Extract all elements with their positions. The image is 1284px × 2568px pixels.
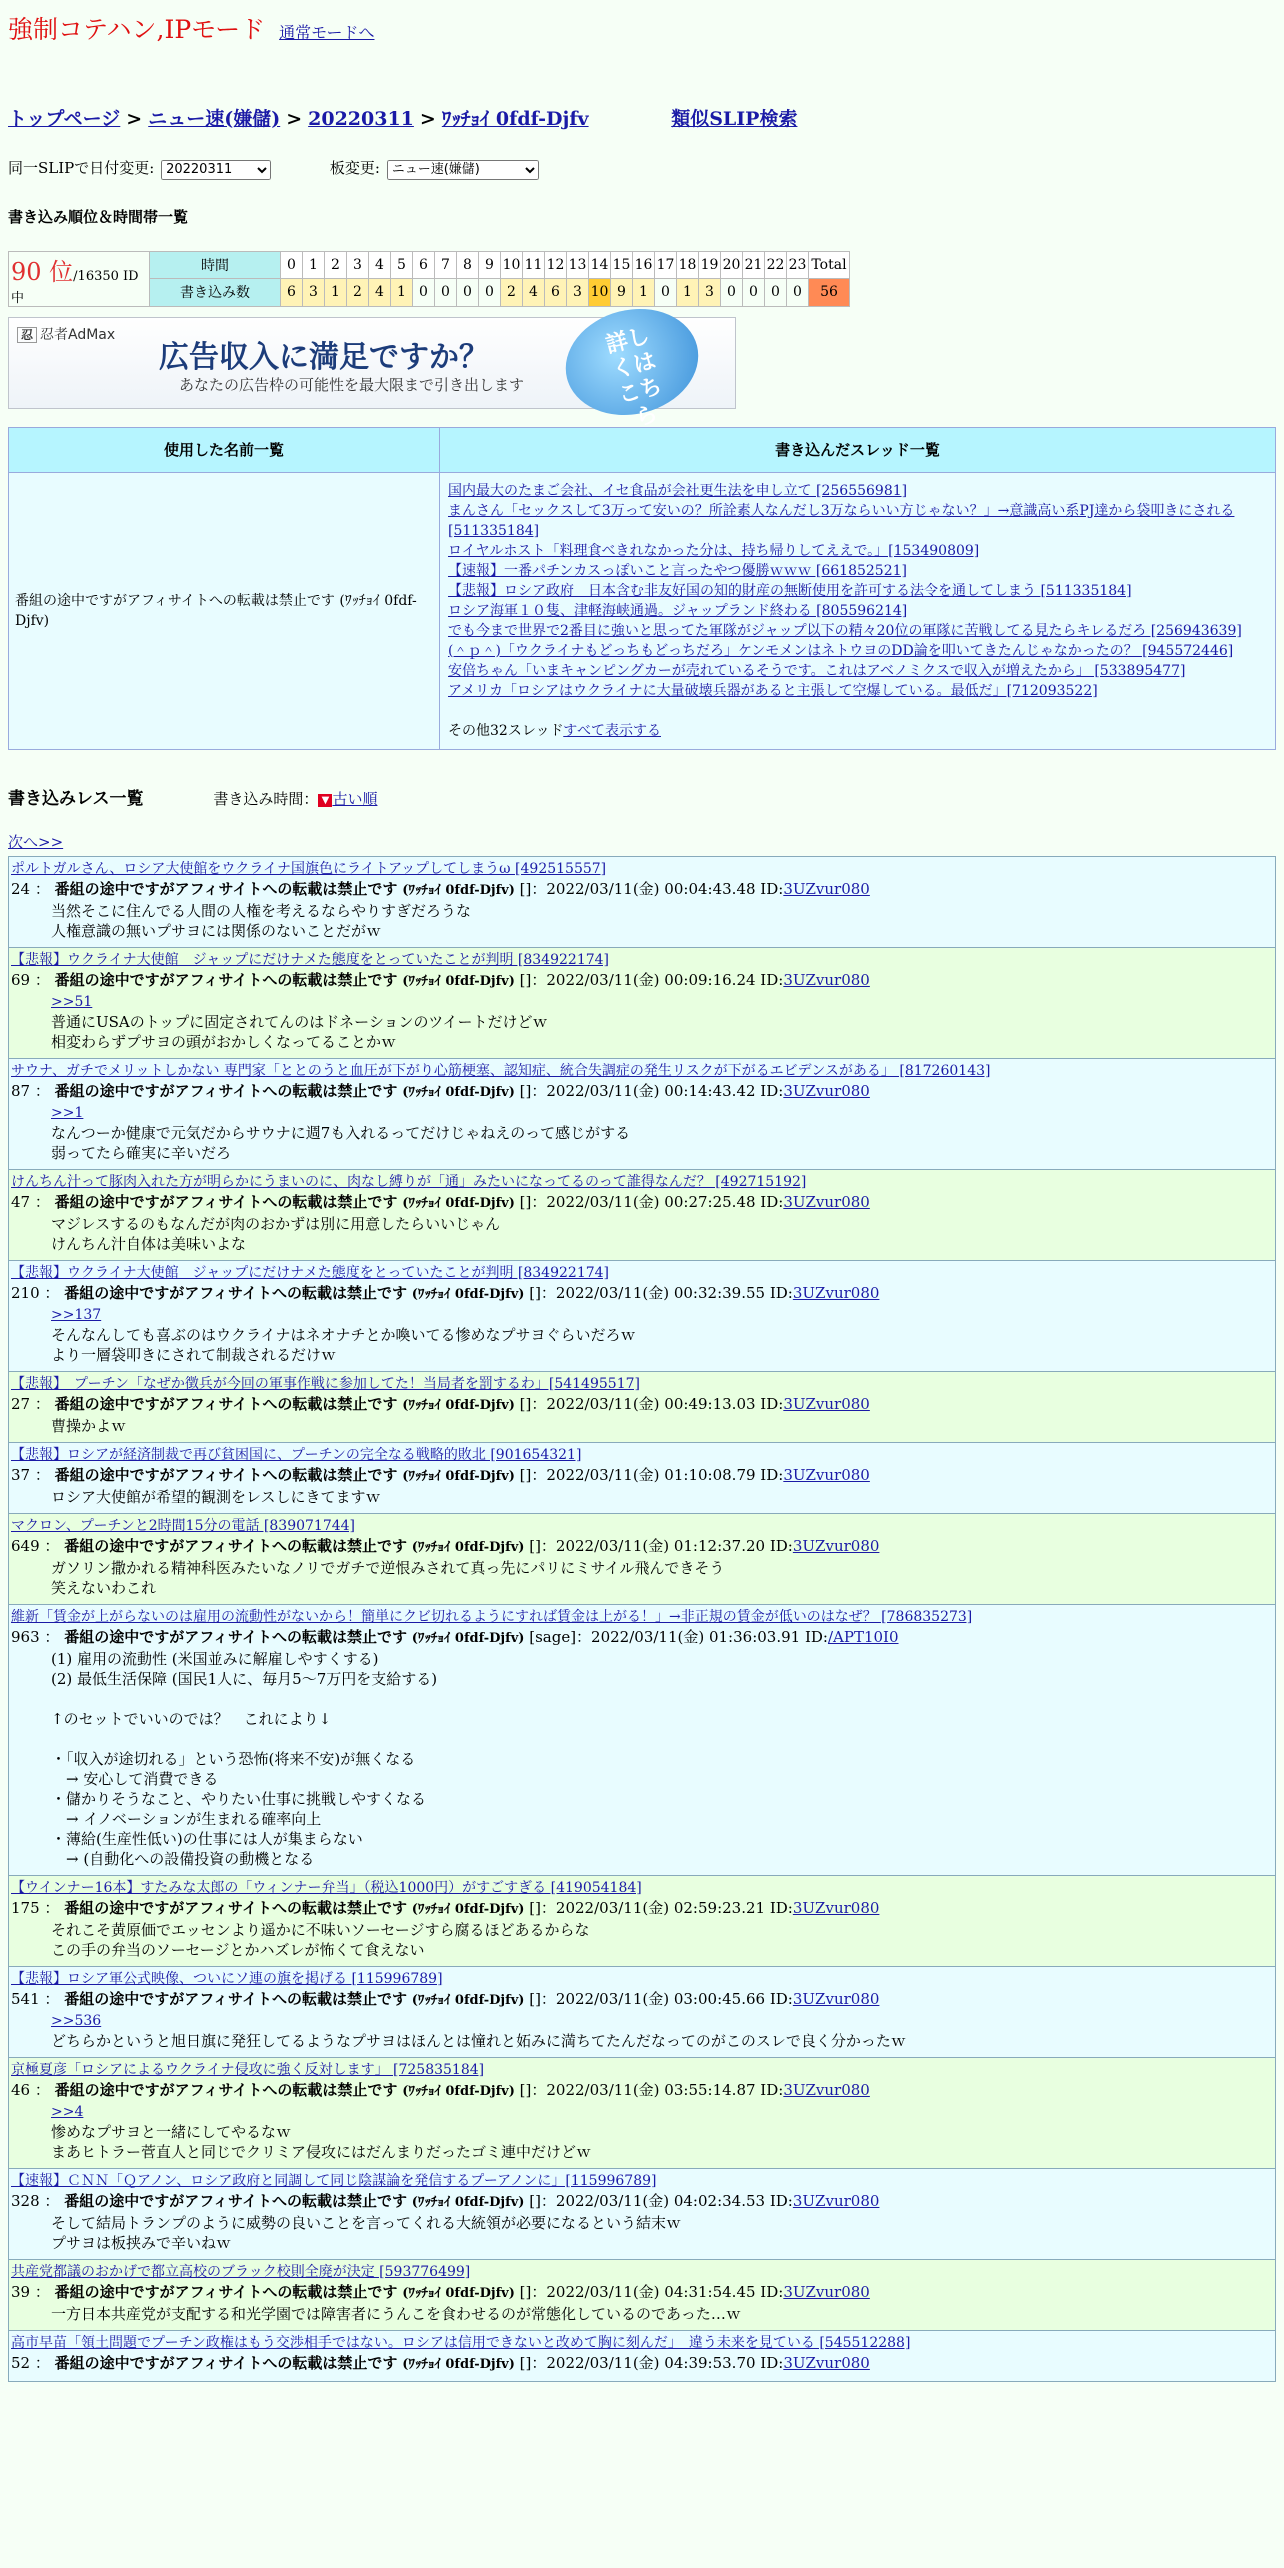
post-body: 一方日本共産党が支配する和光学園では障害者にうんこを食わせるのが常態化しているのであった…ｗ — [51, 2304, 741, 2323]
post-id-link[interactable]: 3UZvur080 — [792, 1536, 880, 1555]
hour-header-cell: 7 — [435, 251, 457, 279]
post-header: 37 ： 番組の途中ですがアフィサイトへの転載は禁止です (ﾜｯﾁｮｲ 0fdf-Djfv) []：2022/03/11(金) 01:10:08.79 ID:3UZvur080 — [11, 1465, 870, 1484]
post-meta: []：2022/03/11(金) 00:04:43.48 ID: — [519, 879, 784, 898]
thread-links — [448, 481, 1269, 701]
names-threads-table — [8, 427, 1276, 750]
breadcrumb-sep: > — [419, 108, 436, 130]
post-item — [8, 1604, 1276, 1875]
hour-header-cell: 9 — [479, 251, 501, 279]
post-meta: []：2022/03/11(金) 00:49:13.03 ID: — [519, 1394, 784, 1413]
post-id-link[interactable]: 3UZvur080 — [783, 2353, 870, 2372]
post-body: 惨めなプサヨと一緒にしてやるなｗ まあヒトラー菅直人と同じでクリミア侵攻にはだんまりだったゴミ連中だけどｗ — [51, 2122, 592, 2161]
post-number: 87 — [11, 1081, 31, 1100]
sort-order — [213, 790, 377, 808]
hour-count-cell: 0 — [435, 279, 457, 307]
post-thread-link[interactable]: 【ウインナー16本】すたみな太郎の「ウィンナー弁当」（税込1000円）がすごすぎる [419054184] — [11, 1879, 642, 1896]
select-row — [8, 157, 1276, 180]
post-trip: (ﾜｯﾁｮｲ 0fdf-Djfv) — [411, 1286, 525, 1302]
hour-count-cell: 0 — [479, 279, 501, 307]
hour-count-cell: 0 — [721, 279, 743, 307]
hour-header-cell: 0 — [281, 251, 303, 279]
thread-link[interactable]: 【悲報】ロシア政府 日本含む非友好国の知的財産の無断使用を許可する法令を通してしまう [511335184] — [448, 582, 1132, 599]
post-number: 649 — [11, 1536, 40, 1555]
post-trip: (ﾜｯﾁｮｲ 0fdf-Djfv) — [411, 2194, 525, 2210]
board-change-label: 板変更: — [329, 159, 380, 177]
hour-count-cell: 0 — [655, 279, 677, 307]
post-thread-link[interactable]: 【速報】ＣＮＮ「Ｑアノン、ロシア政府と同調して同じ陰謀論を発信するプーアノンに」[115996789] — [11, 2172, 657, 2189]
rank-cell — [9, 251, 150, 306]
hour-header-cell: 17 — [655, 251, 677, 279]
hour-header-cell: 20 — [721, 251, 743, 279]
hour-header-cell: 13 — [567, 251, 589, 279]
admax-logo-text: 忍者AdMax — [40, 326, 116, 343]
breadcrumb-board[interactable]: ニュー速(嫌儲) — [148, 108, 281, 130]
hour-count-cell: 1 — [325, 279, 347, 307]
post-number: 52 — [11, 2353, 31, 2372]
similar-slip-link[interactable]: 類似SLIP検索 — [671, 108, 798, 130]
date-change-label: 同一SLIPで日付変更: — [8, 159, 155, 177]
post-author-name: 番組の途中ですがアフィサイトへの転載は禁止です — [64, 1283, 407, 1302]
post-item — [8, 1513, 1276, 1604]
post-item — [8, 1371, 1276, 1442]
hour-header-cell: 15 — [611, 251, 633, 279]
post-body: 当然そこに住んでる人間の人権を考えるならやりすぎだろうな 人権意識の無いプサヨには関係のないことだがｗ — [51, 901, 472, 940]
post-item — [8, 1058, 1276, 1169]
sort-down-icon: ▼ — [318, 794, 332, 807]
post-author-name: 番組の途中ですがアフィサイトへの転載は禁止です — [54, 2282, 398, 2301]
ad-headline: 広告収入に満足ですか？ — [159, 339, 489, 375]
post-reply-anchor[interactable]: >>137 — [51, 1306, 102, 1323]
ad-detail-badge — [554, 295, 709, 431]
post-number: 37 — [11, 1465, 31, 1484]
post-reply-anchor[interactable]: >>4 — [51, 2103, 84, 2120]
mode-banner — [8, 10, 1276, 46]
ranking-title: 書き込み順位＆時間帯一覧 — [8, 207, 189, 226]
hour-count-cell: 2 — [347, 279, 369, 307]
post-body: そんなんしても喜ぶのはウクライナはネオナチとか喚いてる惨めなプサヨぐらいだろｗ より一層袋叩きにされて制裁されるだけｗ — [51, 1325, 636, 1364]
hour-count-cell: 1 — [677, 279, 699, 307]
post-reply-anchor[interactable]: >>1 — [51, 1104, 84, 1121]
post-body: 曹操かよｗ — [51, 1416, 127, 1435]
breadcrumb-id[interactable]: ﾜｯﾁｮｲ 0fdf-Djfv — [441, 108, 589, 130]
post-id-link[interactable]: 3UZvur080 — [783, 1081, 870, 1100]
post-number: 47 — [11, 1192, 31, 1211]
post-item — [8, 2057, 1276, 2168]
board-select[interactable] — [387, 160, 539, 180]
post-body: (1) 雇用の流動性 (米国並みに解雇しやすくする) (2) 最低生活保障 (国民1人に、毎月5～7万円を支給する) ↑のセットでいいのでは？ これにより↓ ・「収入が途切れる」という恐怖(将来不安)が無くなる → 安心して消費できる ・儲かりそうなこと、やりたい仕事に挑戦しやすくなる → イノベーションが生まれる確率向上 ・薄給(生産性低い)の仕事には人が集まらない → (自動化への設備投資の動機となる — [51, 1649, 438, 1868]
ad-badge-text: 詳しくはこちら — [603, 322, 665, 431]
post-thread-link[interactable]: 【悲報】ウクライナ大使館 ジャップにだけナメた態度をとっていたことが判明 [834922174] — [11, 951, 609, 968]
thread-link[interactable]: 国内最大のたまご会社、イセ食品が会社更生法を申し立て [256556981] — [448, 482, 908, 499]
thread-link[interactable]: (＾ｐ＾)「ウクライナもどっちもどっちだろ」ケンモメンはネトウヨのDD論を叩いてきたんじゃなかったの？ [945572446] — [448, 642, 1234, 659]
post-author-name: 番組の途中ですがアフィサイトへの転載は禁止です — [54, 2353, 398, 2372]
hour-header-cell: Total — [809, 251, 850, 279]
thread-list — [440, 472, 1276, 749]
post-id-link[interactable]: 3UZvur080 — [783, 2080, 870, 2099]
post-thread-link[interactable]: 【悲報】ロシア軍公式映像、ついにソ連の旗を掲げる [115996789] — [11, 1970, 443, 1987]
post-trip: (ﾜｯﾁｮｲ 0fdf-Djfv) — [402, 2285, 515, 2301]
post-id-link[interactable]: 3UZvur080 — [792, 2191, 880, 2210]
hour-count-cell: 10 — [589, 279, 611, 307]
post-thread-link[interactable]: 高市早苗「領土問題でプーチン政権はもう交渉相手ではない。ロシアは信用できないと改めて胸に刻んだ」 違う未来を見ている [545512288] — [11, 2334, 911, 2351]
post-id-link[interactable]: 3UZvur080 — [783, 1465, 870, 1484]
hour-header-cell: 10 — [501, 251, 523, 279]
post-author-name: 番組の途中ですがアフィサイトへの転載は禁止です — [54, 1081, 398, 1100]
hour-header-cell: 4 — [369, 251, 391, 279]
hour-header-cell: 12 — [545, 251, 567, 279]
post-meta: []：2022/03/11(金) 02:59:23.21 ID: — [529, 1898, 793, 1917]
hour-header-cell: 8 — [457, 251, 479, 279]
hour-count-cell: 9 — [611, 279, 633, 307]
post-author-name: 番組の途中ですがアフィサイトへの転載は禁止です — [54, 2080, 398, 2099]
post-header: 47 ： 番組の途中ですがアフィサイトへの転載は禁止です (ﾜｯﾁｮｲ 0fdf-Djfv) []：2022/03/11(金) 00:27:25.48 ID:3UZvur080 — [11, 1192, 870, 1211]
show-all-threads-link[interactable]: すべて表示する — [563, 722, 661, 739]
post-number: 210 — [11, 1283, 40, 1302]
post-body: ロシア大使館が希望的観測をレスしにきてますｗ — [51, 1487, 381, 1506]
more-threads — [448, 721, 1269, 741]
thread-link[interactable]: ロシア海軍１０隻、津軽海峡通過。ジャップランド終わる [805596214] — [448, 602, 908, 619]
post-list — [8, 856, 1276, 2382]
hour-header-cell: 23 — [787, 251, 809, 279]
post-reply-anchor[interactable]: >>536 — [51, 2012, 102, 2029]
hour-count-cell: 3 — [699, 279, 721, 307]
post-item — [8, 856, 1276, 947]
post-item — [8, 1169, 1276, 1260]
hourly-table — [8, 251, 850, 307]
hour-header-cell: 6 — [413, 251, 435, 279]
post-header: 27 ： 番組の途中ですがアフィサイトへの転載は禁止です (ﾜｯﾁｮｲ 0fdf-Djfv) []：2022/03/11(金) 00:49:13.03 ID:3UZvur080 — [11, 1394, 870, 1413]
post-trip: (ﾜｯﾁｮｲ 0fdf-Djfv) — [411, 1992, 525, 2008]
hour-header-cell: 14 — [589, 251, 611, 279]
post-trip: (ﾜｯﾁｮｲ 0fdf-Djfv) — [402, 882, 515, 898]
hour-count-cell: 1 — [633, 279, 655, 307]
post-author-name: 番組の途中ですがアフィサイトへの転載は禁止です — [54, 1192, 398, 1211]
post-body: マジレスするのもなんだが肉のおかずは別に用意したらいいじゃん けんちん汁自体は美味いよな — [51, 1214, 501, 1253]
hour-count-cell: 56 — [809, 279, 850, 307]
breadcrumb-date[interactable]: 20220311 — [308, 108, 414, 130]
post-author-name: 番組の途中ですがアフィサイトへの転載は禁止です — [54, 970, 398, 989]
post-header: 541 ： 番組の途中ですがアフィサイトへの転載は禁止です (ﾜｯﾁｮｲ 0fdf-Djfv) []：2022/03/11(金) 03:00:45.66 ID:3UZvur080 — [11, 1989, 880, 2008]
post-id-link[interactable]: 3UZvur080 — [792, 1283, 880, 1302]
post-thread-link[interactable]: サウナ、ガチでメリットしかない 専門家「ととのうと血圧が下がり心筋梗塞、認知症、統合失調症の発生リスクが下がるエビデンスがある」 [817260143] — [11, 1062, 991, 1079]
post-id-link[interactable]: 3UZvur080 — [783, 1394, 870, 1413]
hour-count-cell: 1 — [391, 279, 413, 307]
hour-count-cell: 3 — [303, 279, 325, 307]
post-author-name: 番組の途中ですがアフィサイトへの転載は禁止です — [64, 2191, 407, 2210]
post-trip: (ﾜｯﾁｮｲ 0fdf-Djfv) — [402, 1468, 515, 1484]
post-trip: (ﾜｯﾁｮｲ 0fdf-Djfv) — [402, 2356, 515, 2372]
post-author-name: 番組の途中ですがアフィサイトへの転載は禁止です — [64, 1898, 407, 1917]
post-number: 46 — [11, 2080, 31, 2099]
hours-row — [9, 251, 850, 279]
post-author-name: 番組の途中ですがアフィサイトへの転載は禁止です — [54, 1465, 398, 1484]
next-page-link[interactable]: 次へ>> — [8, 832, 64, 851]
hour-count-cell: 4 — [523, 279, 545, 307]
rank-number: 90 位 — [11, 257, 74, 286]
hour-header-cell: 19 — [699, 251, 721, 279]
post-meta: []：2022/03/11(金) 00:32:39.55 ID: — [529, 1283, 793, 1302]
sort-order-label: 書き込み時間： — [213, 789, 319, 808]
post-meta: []：2022/03/11(金) 04:02:34.53 ID: — [529, 2191, 793, 2210]
admax-mark: 忍 — [17, 327, 37, 343]
ad-subtext: あなたの広告枠の可能性を最大限まで引き出します — [179, 375, 525, 394]
responses-header — [8, 784, 1276, 809]
post-id-link[interactable]: 3UZvur080 — [783, 1192, 870, 1211]
post-id-link[interactable]: 3UZvur080 — [792, 1898, 880, 1917]
post-id-link[interactable]: 3UZvur080 — [783, 879, 870, 898]
post-meta: []：2022/03/11(金) 01:12:37.20 ID: — [529, 1536, 793, 1555]
rank-suffix: /16350 ID中 — [11, 268, 139, 306]
post-body: それこそ黄原価でエッセンより遥かに不味いソーセージすら腐るほどあるからな この手の弁当のソーセージとかハズレが怖くて食えない — [51, 1920, 590, 1959]
thread-link[interactable]: アメリカ「ロシアはウクライナに大量破壊兵器があると主張して空爆している。最低だ」[712093522] — [448, 682, 1098, 699]
hour-header-cell: 11 — [523, 251, 545, 279]
post-header: 39 ： 番組の途中ですがアフィサイトへの転載は禁止です (ﾜｯﾁｮｲ 0fdf-Djfv) []：2022/03/11(金) 04:31:54.45 ID:3UZvur080 — [11, 2282, 870, 2301]
post-header: 649 ： 番組の途中ですがアフィサイトへの転載は禁止です (ﾜｯﾁｮｲ 0fdf-Djfv) []：2022/03/11(金) 01:12:37.20 ID:3UZvur080 — [11, 1536, 880, 1555]
post-reply-anchor[interactable]: >>51 — [51, 993, 93, 1010]
post-item — [8, 1966, 1276, 2057]
oldest-first-link[interactable]: 古い順 — [332, 789, 378, 808]
post-meta: [sage]：2022/03/11(金) 01:36:03.91 ID: — [529, 1627, 828, 1646]
hour-count-cell: 0 — [765, 279, 787, 307]
post-item — [8, 2259, 1276, 2330]
post-thread-link[interactable]: 【悲報】ロシアが経済制裁で再び貧困国に、プーチンの完全なる戦略的敗北 [901654321] — [11, 1446, 582, 1463]
post-trip: (ﾜｯﾁｮｲ 0fdf-Djfv) — [402, 1084, 515, 1100]
post-meta: []：2022/03/11(金) 00:09:16.24 ID: — [519, 970, 784, 989]
thread-link[interactable]: 安倍ちゃん「いまキャンピングカーが売れているそうです。これはアベノミクスで収入が増えたから」 [533895477] — [448, 662, 1186, 679]
hour-count-cell: 0 — [743, 279, 765, 307]
hour-count-cell: 6 — [545, 279, 567, 307]
post-number: 175 — [11, 1898, 40, 1917]
post-author-name: 番組の途中ですがアフィサイトへの転載は禁止です — [64, 1536, 407, 1555]
post-thread-link[interactable]: 【悲報】 プーチン「なぜか徴兵が今回の軍事作戦に参加してた！当局者を罰するわ」[541495517] — [11, 1375, 640, 1392]
hour-header-cell: 1 — [303, 251, 325, 279]
thread-link[interactable]: 【速報】一番パチンカスっぽいこと言ったやつ優勝ｗｗｗ [661852521] — [448, 562, 907, 579]
responses-title: 書き込みレス一覧 — [8, 788, 144, 809]
hour-count-cell: 3 — [567, 279, 589, 307]
hours-label: 時間 — [150, 251, 281, 279]
post-author-name: 番組の途中ですがアフィサイトへの転載は禁止です — [64, 1989, 407, 2008]
post-trip: (ﾜｯﾁｮｲ 0fdf-Djfv) — [402, 1397, 515, 1413]
names-column-header: 使用した名前一覧 — [9, 427, 440, 472]
post-author-name: 番組の途中ですがアフィサイトへの転載は禁止です — [64, 1627, 407, 1646]
admax-logo — [17, 324, 115, 344]
post-meta: []：2022/03/11(金) 03:55:14.87 ID: — [519, 2080, 784, 2099]
post-number: 24 — [11, 879, 31, 898]
post-meta: []：2022/03/11(金) 01:10:08.79 ID: — [519, 1465, 784, 1484]
post-trip: (ﾜｯﾁｮｲ 0fdf-Djfv) — [402, 2083, 515, 2099]
threads-column-header: 書き込んだスレッド一覧 — [440, 427, 1276, 472]
post-trip: (ﾜｯﾁｮｲ 0fdf-Djfv) — [411, 1539, 525, 1555]
post-id-link[interactable]: /APT10I0 — [827, 1627, 899, 1646]
hour-count-cell: 0 — [413, 279, 435, 307]
hour-count-cell: 2 — [501, 279, 523, 307]
post-item — [8, 947, 1276, 1058]
post-id-link[interactable]: 3UZvur080 — [783, 970, 870, 989]
post-trip: (ﾜｯﾁｮｲ 0fdf-Djfv) — [402, 973, 515, 989]
post-number: 39 — [11, 2282, 31, 2301]
hour-header-cell: 21 — [743, 251, 765, 279]
thread-link[interactable]: まんさん「セックスして3万って安いの？所詮素人なんだし3万ならいい方じゃない？」→意識高い系PJ達から袋叩きにされる [511335184] — [448, 502, 1235, 539]
breadcrumb-sep: > — [126, 108, 143, 130]
post-meta: []：2022/03/11(金) 04:31:54.45 ID: — [519, 2282, 784, 2301]
breadcrumb — [8, 104, 1276, 131]
post-author-name: 番組の途中ですがアフィサイトへの転載は禁止です — [54, 879, 398, 898]
post-header: 52 ： 番組の途中ですがアフィサイトへの転載は禁止です (ﾜｯﾁｮｲ 0fdf-Djfv) []：2022/03/11(金) 04:39:53.70 ID:3UZvur080 — [11, 2353, 870, 2372]
post-item — [8, 2330, 1276, 2382]
mode-text: 強制コテハン,IPモード — [8, 15, 266, 44]
post-thread-link[interactable]: けんちん汁って豚肉入れた方が明らかにうまいのに、肉なし縛りが「通」みたいになってるのって誰得なんだ？ [492715192] — [11, 1173, 807, 1190]
post-trip: (ﾜｯﾁｮｲ 0fdf-Djfv) — [411, 1901, 525, 1917]
ad-banner[interactable] — [8, 317, 736, 431]
post-author-name: 番組の途中ですがアフィサイトへの転載は禁止です — [54, 1394, 398, 1413]
post-thread-link[interactable]: 京極夏彦「ロシアによるウクライナ侵攻に強く反対します」 [725835184] — [11, 2061, 485, 2078]
used-name: 番組の途中ですがアフィサイトへの転載は禁止です (ﾜｯﾁｮｲ 0fdf-Djfv) — [9, 472, 440, 749]
post-number: 963 — [11, 1627, 40, 1646]
post-meta: []：2022/03/11(金) 03:00:45.66 ID: — [529, 1989, 793, 2008]
post-trip: (ﾜｯﾁｮｲ 0fdf-Djfv) — [411, 1630, 525, 1646]
hour-header-cell: 3 — [347, 251, 369, 279]
post-body: 普通にUSAのトップに固定されてんのはドネーションのツイートだけどｗ 相変わらずプサヨの頭がおかしくなってることかｗ — [51, 1012, 548, 1051]
more-threads-prefix: その他32スレッド — [448, 722, 564, 739]
post-body: そして結局トランプのように威勢の良いことを言ってくれる大統領が必要になるという結末ｗ プサヨは板挟みで辛いねｗ — [51, 2213, 682, 2252]
counts-label: 書き込み数 — [150, 279, 281, 307]
post-meta: []：2022/03/11(金) 04:39:53.70 ID: — [519, 2353, 784, 2372]
post-id-link[interactable]: 3UZvur080 — [792, 1989, 880, 2008]
hour-header-cell: 22 — [765, 251, 787, 279]
post-thread-link[interactable]: マクロン、プーチンと2時間15分の電話 [839071744] — [11, 1517, 356, 1534]
post-body: ガソリン撒かれる精神科医みたいなノリでガチで逆恨みされて真っ先にパリにミサイル飛んできそう 笑えないわこれ — [51, 1558, 725, 1597]
post-thread-link[interactable]: 維新「賃金が上がらないのは雇用の流動性がないから！簡単にクビ切れるようにすれば賃金は上がる！」→非正規の賃金が低いのはなぜ？ [786835273] — [11, 1608, 973, 1625]
post-number: 27 — [11, 1394, 31, 1413]
post-header: 175 ： 番組の途中ですがアフィサイトへの転載は禁止です (ﾜｯﾁｮｲ 0fdf-Djfv) []：2022/03/11(金) 02:59:23.21 ID:3UZvur080 — [11, 1898, 880, 1917]
hour-count-cell: 4 — [369, 279, 391, 307]
post-header: 69 ： 番組の途中ですがアフィサイトへの転載は禁止です (ﾜｯﾁｮｲ 0fdf-Djfv) []：2022/03/11(金) 00:09:16.24 ID:3UZvur080 — [11, 970, 870, 989]
normal-mode-link[interactable]: 通常モードへ — [279, 23, 375, 42]
post-thread-link[interactable]: 共産党都議のおかげで都立高校のブラック校則全廃が決定 [593776499] — [11, 2263, 471, 2280]
hour-header-cell: 5 — [391, 251, 413, 279]
hour-header-cell: 2 — [325, 251, 347, 279]
post-header: 963 ： 番組の途中ですがアフィサイトへの転載は禁止です (ﾜｯﾁｮｲ 0fdf-Djfv) [sage]：2022/03/11(金) 01:36:03.91 ID:/APT10I0 — [11, 1627, 899, 1646]
breadcrumb-home[interactable]: トップページ — [8, 108, 121, 130]
hour-header-cell: 18 — [677, 251, 699, 279]
hour-header-cell: 16 — [633, 251, 655, 279]
post-body: なんつーか健康で元気だからサウナに週7も入れるってだけじゃねえのって感じがする 弱ってたら確実に辛いだろ — [51, 1123, 631, 1162]
post-item — [8, 1442, 1276, 1513]
post-item — [8, 2168, 1276, 2259]
hour-count-cell: 6 — [281, 279, 303, 307]
date-select[interactable] — [161, 160, 271, 180]
thread-link[interactable]: でも今まで世界で2番目に強いと思ってた軍隊がジャップ以下の精々20位の軍隊に苦戦してる見たらキレるだろ [256943639] — [448, 622, 1242, 639]
hour-count-cell: 0 — [457, 279, 479, 307]
post-id-link[interactable]: 3UZvur080 — [783, 2282, 870, 2301]
post-item — [8, 1875, 1276, 1966]
post-header: 210 ： 番組の途中ですがアフィサイトへの転載は禁止です (ﾜｯﾁｮｲ 0fdf-Djfv) []：2022/03/11(金) 00:32:39.55 ID:3UZvur080 — [11, 1283, 880, 1302]
post-item — [8, 1260, 1276, 1371]
post-meta: []：2022/03/11(金) 00:14:43.42 ID: — [519, 1081, 784, 1100]
thread-link[interactable]: ロイヤルホスト「料理食べきれなかった分は、持ち帰りしてええで。」[153490809] — [448, 542, 980, 559]
post-thread-link[interactable]: ポルトガルさん、ロシア大使館をウクライナ国旗色にライトアップしてしまうω [492515557] — [11, 860, 607, 877]
breadcrumb-sep: > — [286, 108, 303, 130]
post-header: 87 ： 番組の途中ですがアフィサイトへの転載は禁止です (ﾜｯﾁｮｲ 0fdf-Djfv) []：2022/03/11(金) 00:14:43.42 ID:3UZvur080 — [11, 1081, 870, 1100]
post-number: 541 — [11, 1989, 40, 2008]
post-number: 328 — [11, 2191, 40, 2210]
post-thread-link[interactable]: 【悲報】ウクライナ大使館 ジャップにだけナメた態度をとっていたことが判明 [834922174] — [11, 1264, 609, 1281]
post-trip: (ﾜｯﾁｮｲ 0fdf-Djfv) — [402, 1195, 515, 1211]
post-meta: []：2022/03/11(金) 00:27:25.48 ID: — [519, 1192, 784, 1211]
post-header: 46 ： 番組の途中ですがアフィサイトへの転載は禁止です (ﾜｯﾁｮｲ 0fdf-Djfv) []：2022/03/11(金) 03:55:14.87 ID:3UZvur080 — [11, 2080, 870, 2099]
post-header: 328 ： 番組の途中ですがアフィサイトへの転載は禁止です (ﾜｯﾁｮｲ 0fdf-Djfv) []：2022/03/11(金) 04:02:34.53 ID:3UZvur080 — [11, 2191, 880, 2210]
post-header: 24 ： 番組の途中ですがアフィサイトへの転載は禁止です (ﾜｯﾁｮｲ 0fdf-Djfv) []：2022/03/11(金) 00:04:43.48 ID:3UZvur080 — [11, 879, 870, 898]
post-number: 69 — [11, 970, 31, 989]
hour-count-cell: 0 — [787, 279, 809, 307]
post-body: どちらかというと旭日旗に発狂してるようなプサヨはほんとは憧れと妬みに満ちてたんだなってのがこのスレで良く分かったｗ — [51, 2031, 906, 2050]
